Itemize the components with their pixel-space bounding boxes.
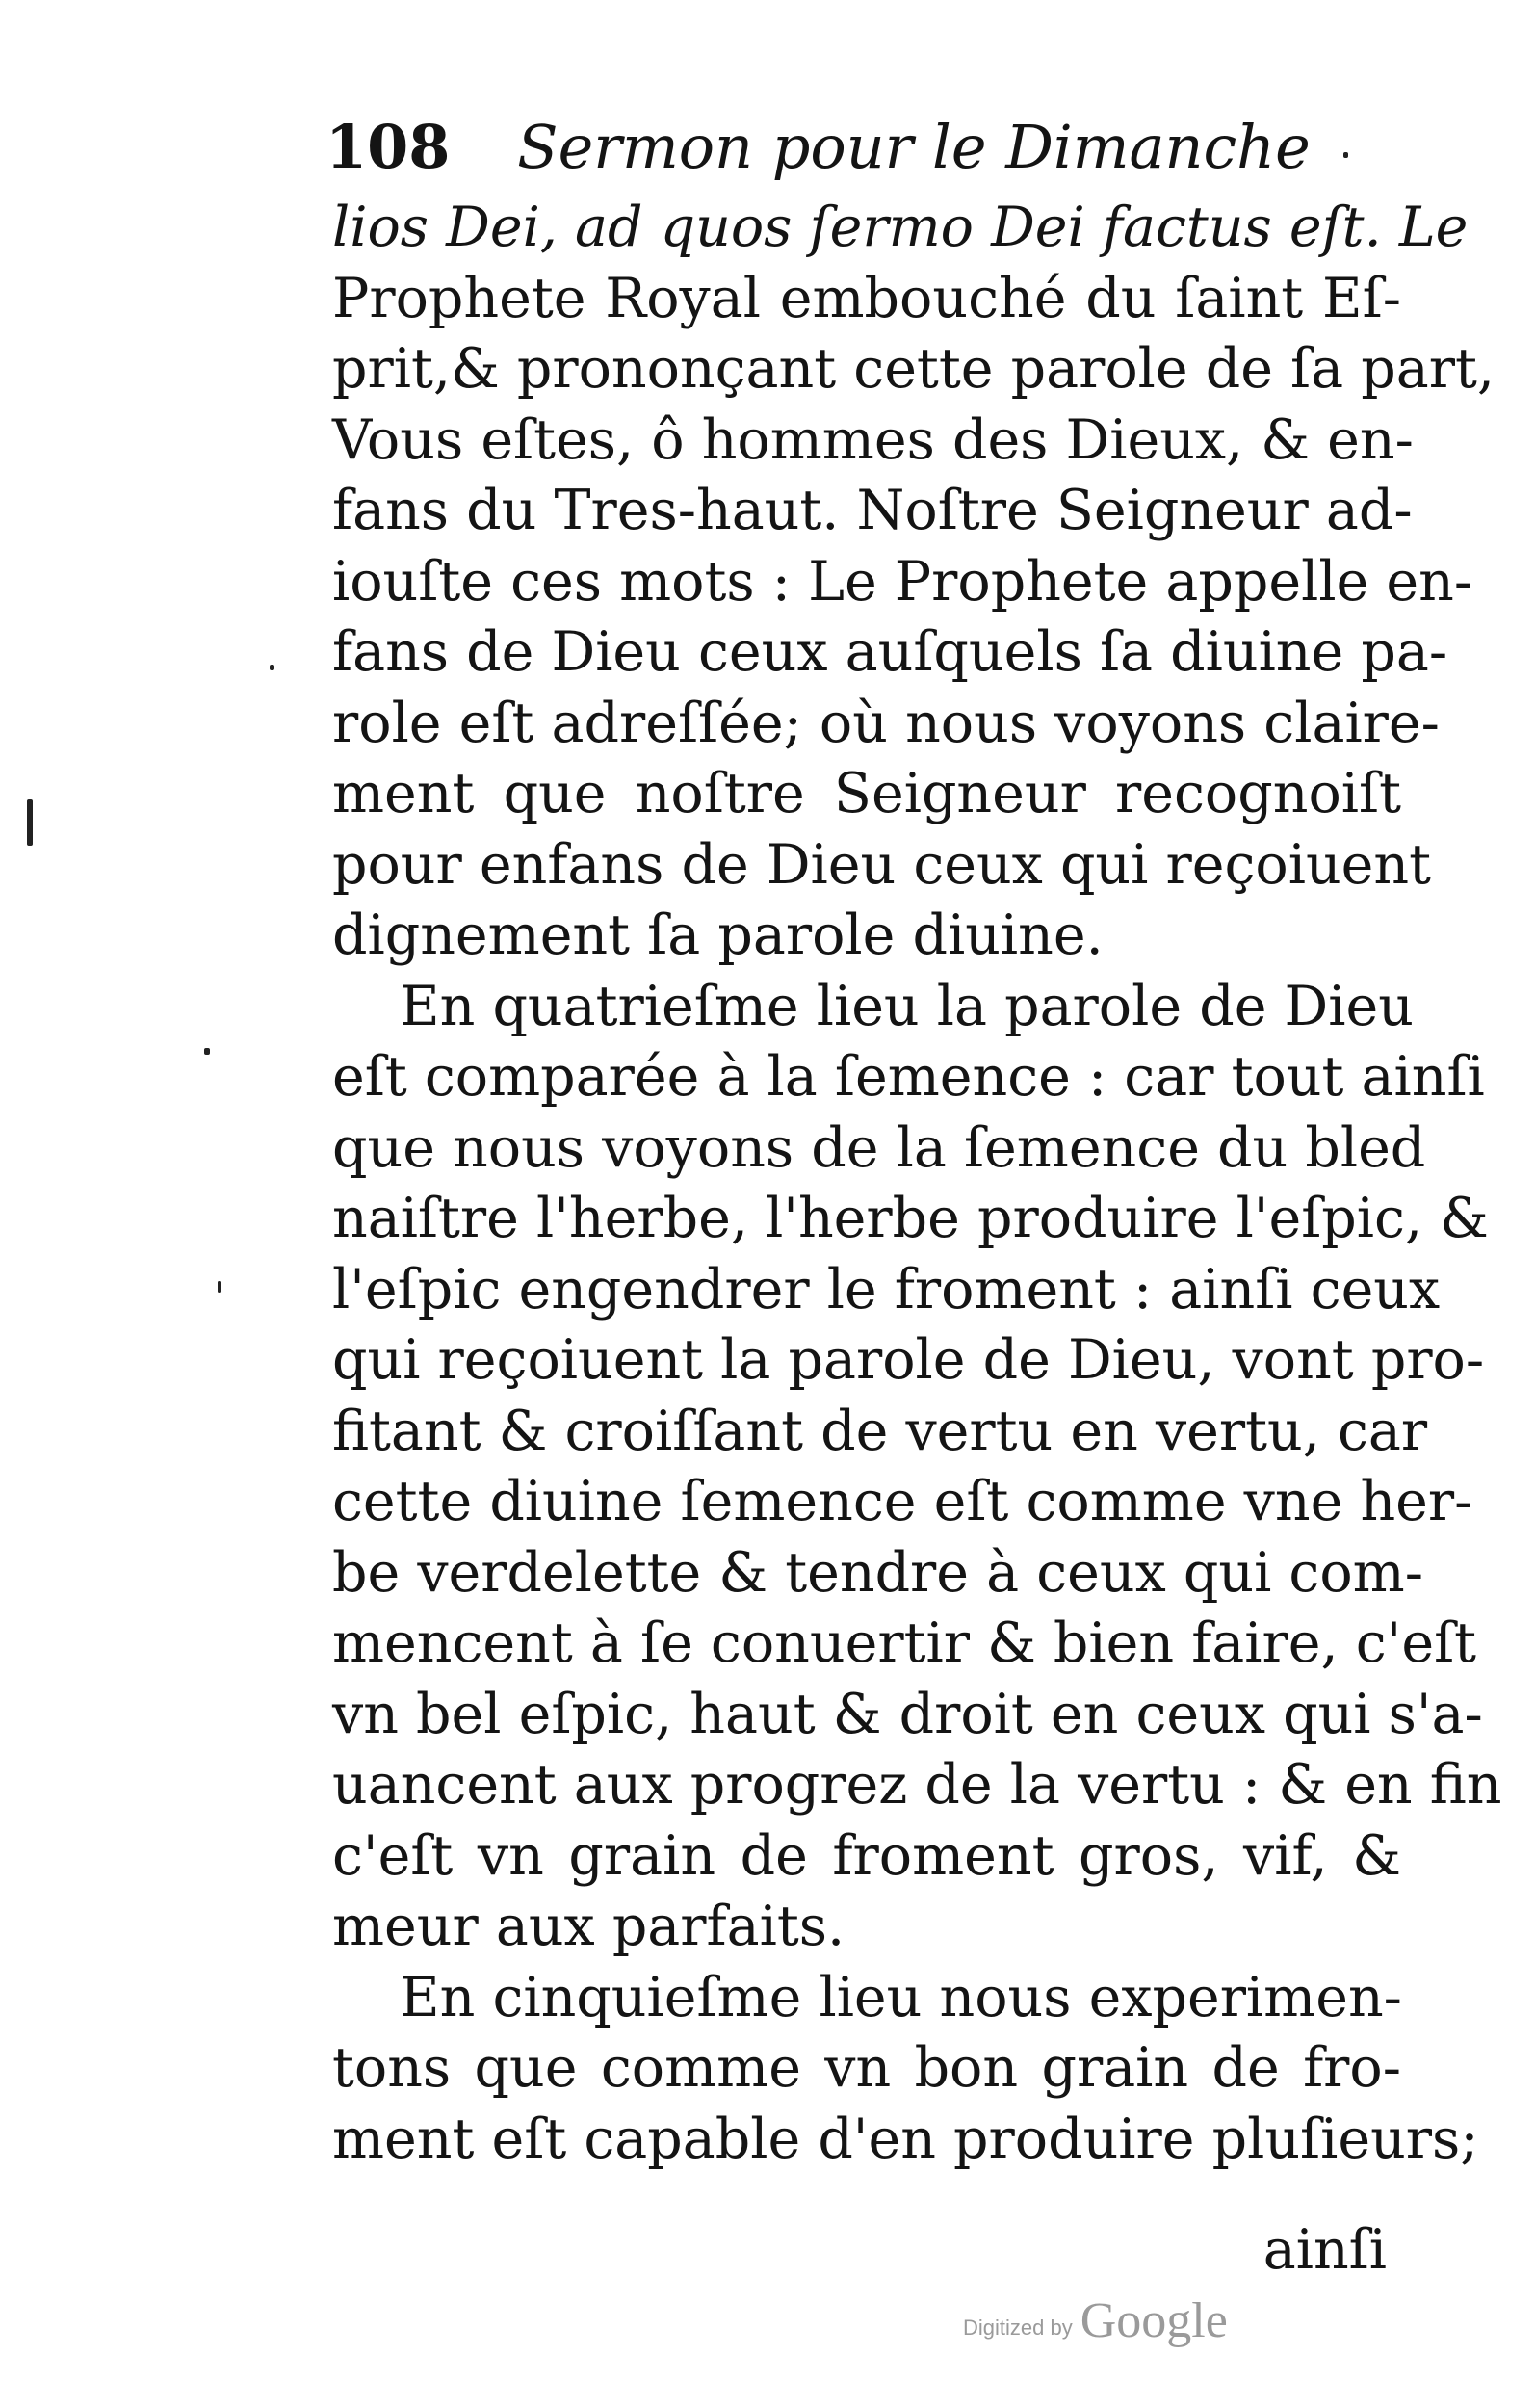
page-number: 108	[325, 112, 451, 182]
text-line: prit,& prononçant cette parole de ſa part,	[332, 337, 1495, 401]
text-line: naiſtre l'herbe, l'herbe produire l'eſpic, &	[332, 1187, 1489, 1250]
text-line: uancent aux progrez de la vertu : & en fin	[332, 1753, 1502, 1817]
text-line: qui reçoiuent la parole de Dieu, vont pro-	[332, 1328, 1485, 1392]
text-line: fans du Tres-haut. Noſtre Seigneur ad-	[332, 479, 1413, 542]
text-line: lios Dei, ad quos ſermo Dei factus eſt. Le	[332, 196, 1469, 259]
text-line: tons que comme vn bon grain de fro-	[332, 2036, 1401, 2100]
text-line: be verdelette & tendre à ceux qui com-	[332, 1540, 1423, 1605]
text-line: role eſt adreſſée; où nous voyons claire-	[332, 691, 1440, 755]
text-line: que nous voyons de la ſemence du bled	[332, 1115, 1426, 1180]
text-line: iouſte ces mots : Le Prophete appelle en-	[332, 549, 1473, 614]
body-text	[332, 193, 1502, 2175]
text-line: ment eſt capable d'en produire pluſieurs;	[332, 2107, 1479, 2171]
text-line: Prophete Royal embouché du ſaint Eſ-	[332, 266, 1401, 330]
scan-speck	[1343, 152, 1348, 158]
scan-speck	[27, 799, 33, 846]
google-logo: Google	[1080, 2293, 1228, 2348]
text-line: eſt comparée à la ſemence : car tout ainſi	[332, 1045, 1485, 1109]
text-line: vn bel eſpic, haut & droit en ceux qui s'a-	[332, 1682, 1483, 1746]
digitized-by-label: Digitized by	[963, 2316, 1073, 2340]
scan-speck	[204, 1048, 210, 1055]
text-line: ment que noſtre Seigneur recognoiſt	[332, 762, 1401, 825]
catchword: ainſi	[1262, 2218, 1387, 2282]
text-line: Vous eſtes, ô hommes des Dieux, & en-	[332, 407, 1414, 472]
text-line: fans de Dieu ceux auſquels ſa diuine pa-	[332, 620, 1448, 684]
scan-speck	[270, 665, 274, 670]
text-line: pour enfans de Dieu ceux qui reçoiuent	[332, 832, 1432, 897]
text-line: En cinquieſme lieu nous experimen-	[400, 1965, 1402, 2029]
digitization-watermark	[963, 2292, 1228, 2350]
text-line: dignement ſa parole diuine.	[332, 903, 1104, 967]
running-title: Sermon pour le Dimanche	[517, 112, 1311, 182]
text-line: l'eſpic engendrer le froment : ainſi ceux	[332, 1257, 1441, 1322]
text-line: c'eſt vn grain de froment gros, vif, &	[332, 1823, 1401, 1888]
scan-speck	[218, 1281, 221, 1293]
page-header	[325, 104, 1311, 191]
text-line: cette diuine ſemence eſt comme vne her-	[332, 1470, 1473, 1533]
text-line: mencent à ſe conuertir & bien faire, c'eſt	[332, 1611, 1477, 1675]
text-line: fitant & croiſſant de vertu en vertu, car	[332, 1399, 1428, 1463]
text-line: meur aux parfaits.	[332, 1895, 846, 1958]
text-line: En quatrieſme lieu la parole de Dieu	[400, 974, 1414, 1038]
